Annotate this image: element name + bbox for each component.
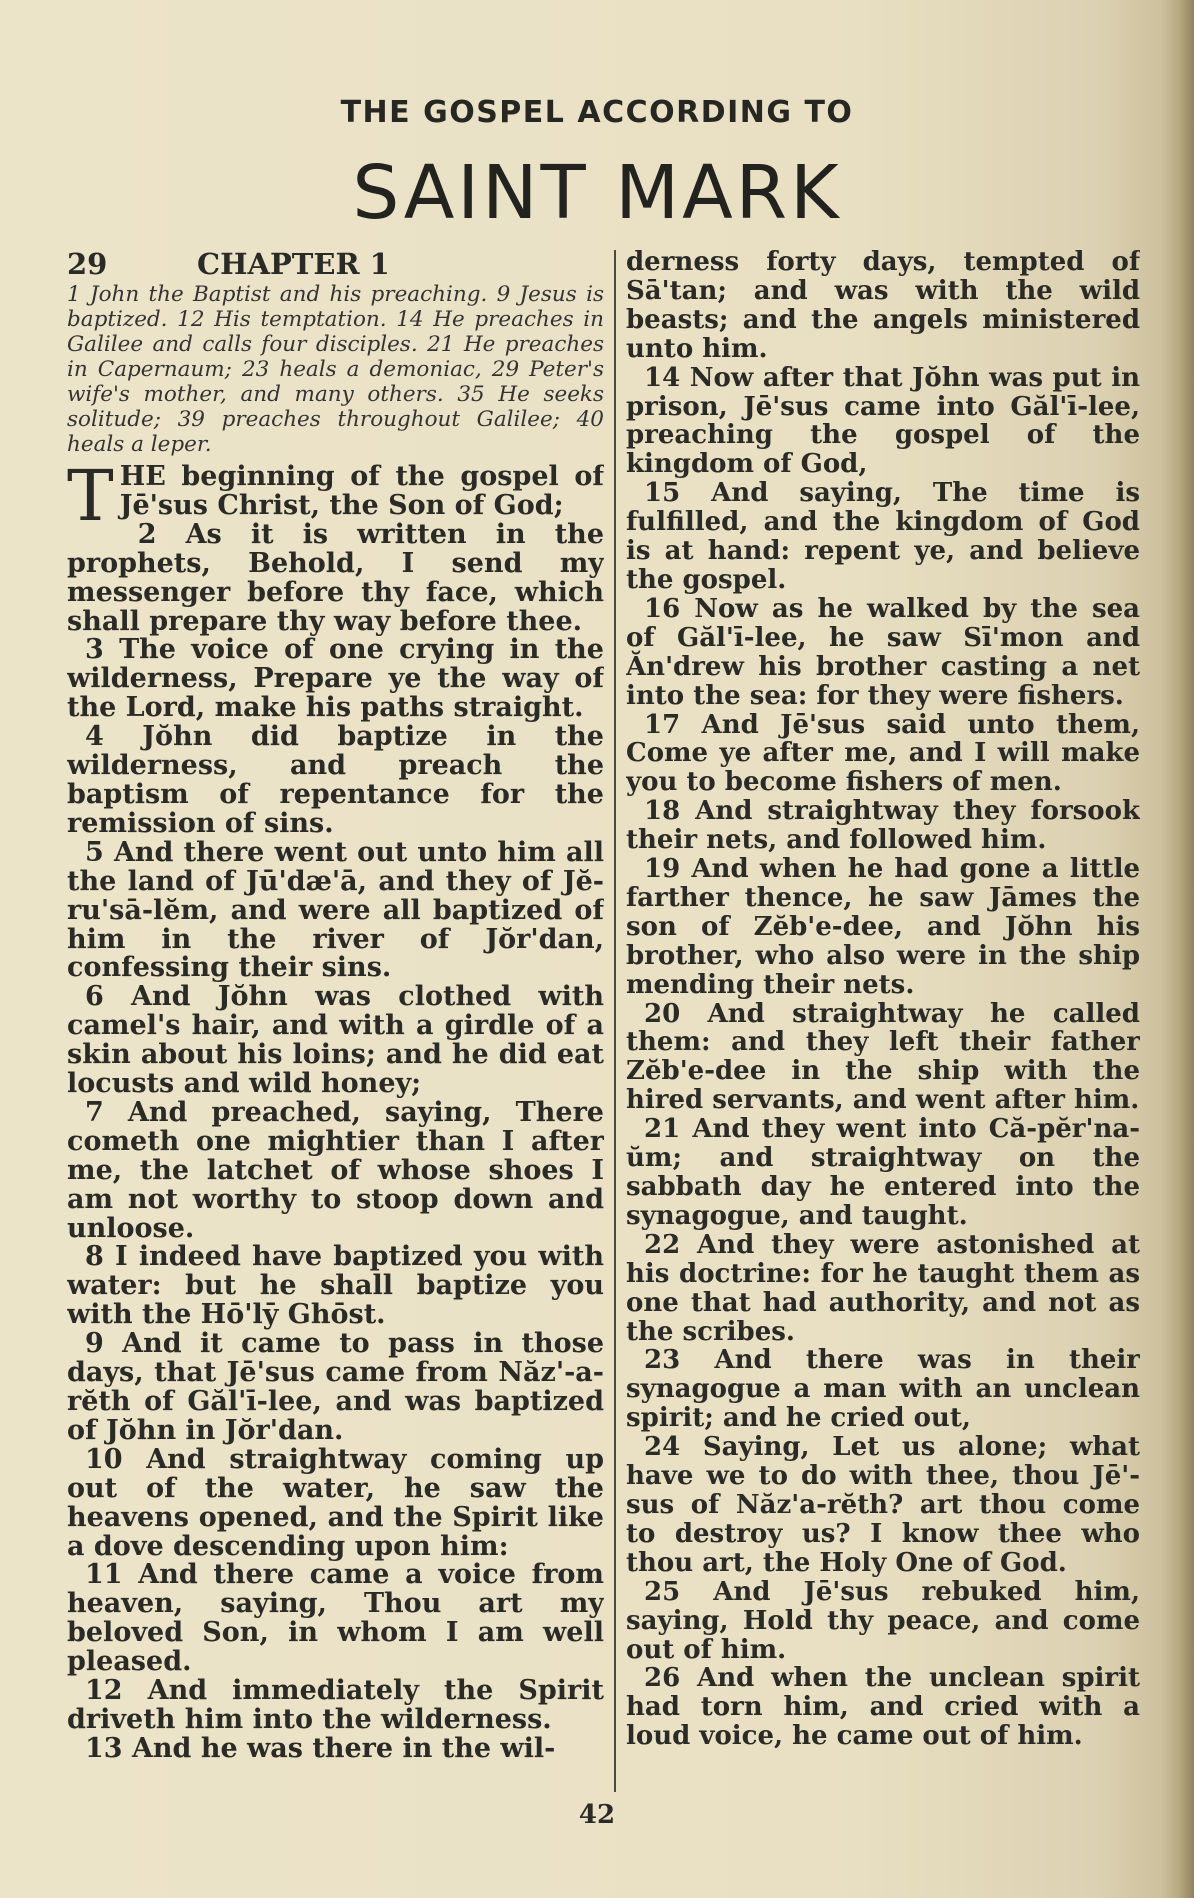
verse-16: 16 Now as he walked by the sea of Găl'ī-lee, he saw Sī'mon and Ăn'drew his brother casting a net into the sea: for they were fishers. [626,593,1140,711]
page-spine-shadow [1160,0,1194,1898]
verse-22: 22 And they were astonished at his doctrine: for he taught them as one that had authority, and not as the scribes. [626,1229,1140,1347]
verse-5: 5 And there went out unto him all the land of Jū'dæ'ā, and they of Jĕ-ru'sā-lĕm, and were all baptized of him in the river of Jŏr'dan, confessing their sins. [67,836,604,984]
verse-13: 13 And he was there in the wil- [85,1732,556,1764]
right-column [626,248,1140,1793]
chapter-number: 29 [67,248,108,281]
verse-17: 17 And Jē'sus said unto them, Come ye after me, and I will make you to become fishers of men. [626,709,1140,798]
chapter-title: CHAPTER 1 [197,248,390,281]
book-title: SAINT MARK [352,150,842,236]
verse-12: 12 And immediately the Spirit driveth him into the wilderness. [67,1675,604,1735]
verse-14: 14 Now after that Jŏhn was put in prison, Jē'sus came into Găl'ī-lee, preaching the gospel of the kingdom of God, [626,362,1140,480]
verse-26: 26 And when the unclean spirit had torn him, and cried with a loud voice, he came out of him. [626,1663,1140,1752]
drop-cap: T [67,455,114,537]
verse-8: 8 I indeed have baptized you with water: but he shall baptize you with the Hō'lȳ Ghōst. [67,1241,604,1331]
verse-11: 11 And there came a voice from heaven, saying, Thou art my beloved Son, in whom I am well pleased. [67,1559,604,1678]
verse-25: 25 And Jē'sus rebuked him, saying, Hold thy peace, and come out of him. [626,1576,1140,1665]
verse-6: 6 And Jŏhn was clothed with camel's hair, and with a girdle of a skin about his loins; and he did eat locusts and wild honey; [67,981,604,1100]
verse-4: 4 Jŏhn did baptize in the wilderness, and preach the baptism of repentance for the remission of sins. [67,721,604,839]
verse-21: 21 And they went into Că-pĕr'na-ŭm; and straightway on the sabbath day he entered into the synagogue, and taught. [626,1114,1140,1231]
verse-1 [67,455,604,537]
chapter-heading [67,248,604,280]
left-column [67,248,604,1793]
verse-13-continued: derness forty days, tempted of Sā'tan; and was with the wild beasts; and the angels ministered unto him. [626,248,1140,364]
column-divider [614,250,616,1792]
verse-2: 2 As it is written in the prophets, Behold, I send my messenger before thy face, which shall prepare thy way before thee. [67,518,604,637]
verse-10: 10 And straightway coming up out of the water, he saw the heavens opened, and the Spirit like a dove descending upon him: [67,1443,604,1562]
verse-text: HE beginning of the gospel of Jē'sus Christ, the Son of God; [119,461,604,521]
verse-3: 3 The voice of one crying in the wilderness, Prepare ye the way of the Lord, make his paths straight. [67,634,604,724]
verse-24: 24 Saying, Let us alone; what have we to do with thee, thou Jē'-sus of Năz'a-rĕth? art thou come to destroy us? I know thee who thou art, the Holy One of God. [626,1432,1140,1578]
chapter-summary: 1 John the Baptist and his preaching. 9 Jesus is baptized. 12 His temptation. 14 He preaches in Galilee and calls four disciples. 21 He preaches in Capernaum; 23 heals a demoniac, 29 Peter's wife's mother, and many others. 35 He seeks solitude; 39 preaches throughout Galilee; 40 heals a leper. [67,282,604,457]
verse-18: 18 And straightway they forsook their nets, and followed him. [626,796,1140,856]
page-number: 42 [578,1800,616,1830]
gospel-heading: THE GOSPEL ACCORDING TO [340,95,854,130]
verse-7: 7 And preached, saying, There cometh one mightier than I after me, the latchet of whose shoes I am not worthy to stoop down and unloose. [67,1096,604,1244]
verse-19: 19 And when he had gone a little farther thence, he saw Jāmes the son of Zĕb'e-dee, and Jŏhn his brother, who also were in the ship mending their nets. [626,854,1140,1000]
verse-15: 15 And saying, The time is fulfilled, and the kingdom of God is at hand: repent ye, and believe the gospel. [626,478,1140,595]
verse-23: 23 And there was in their synagogue a man with an unclean spirit; and he cried out, [626,1345,1140,1434]
verse-20: 20 And straightway he called them: and they left their father Zĕb'e-dee in the ship with the hired servants, and went after him. [626,998,1140,1116]
verse-9: 9 And it came to pass in those days, that Jē'sus came from Năz'-a-rĕth of Găl'ī-lee, and was baptized of Jŏhn in Jŏr'dan. [67,1328,604,1446]
